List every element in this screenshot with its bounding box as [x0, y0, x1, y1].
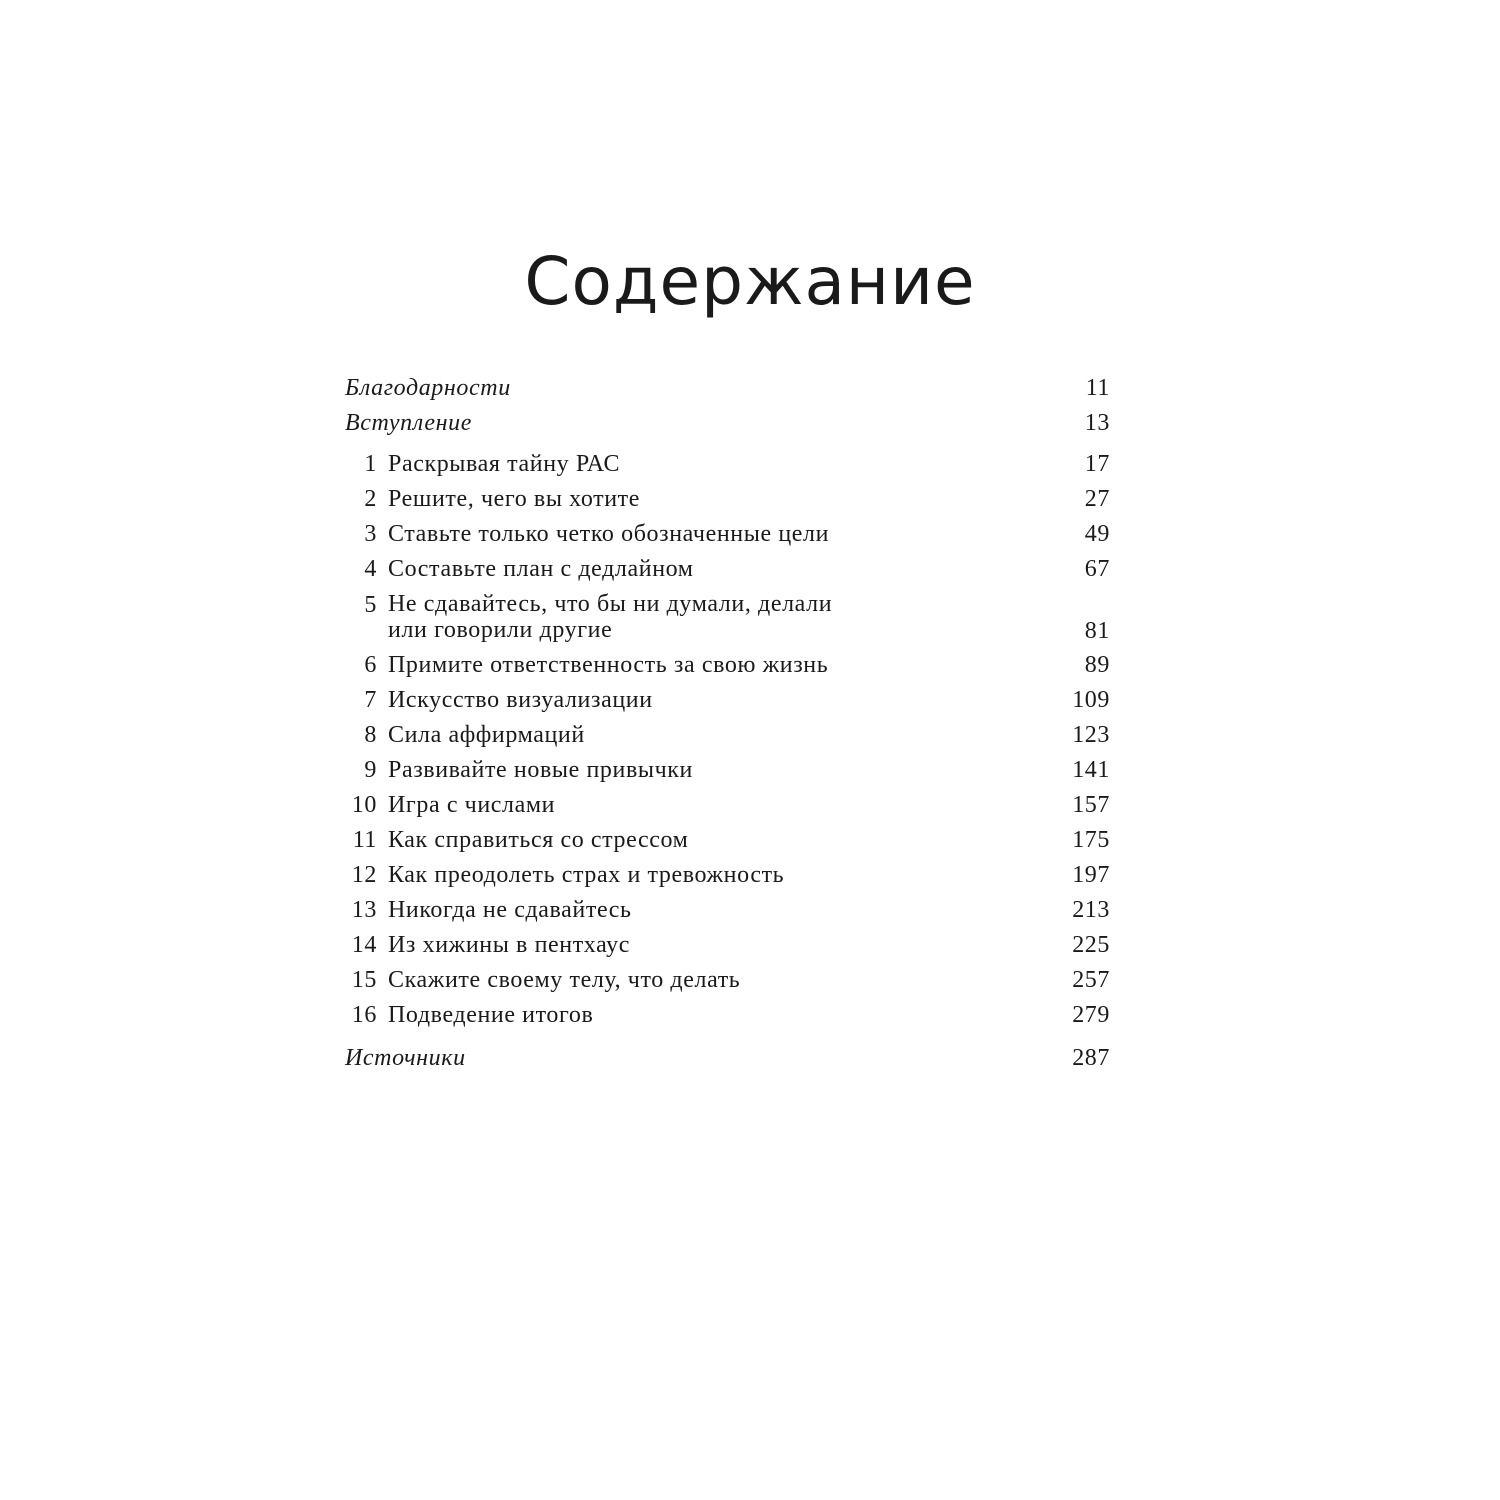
toc-chapter-title: Подведение итогов	[388, 1002, 594, 1028]
toc-chapter-number: 3	[364, 521, 377, 547]
toc-chapter-title: Скажите своему телу, что делать	[388, 967, 741, 993]
toc-chapter-title: Решите, чего вы хотите	[388, 486, 641, 512]
toc-chapter-title: Примите ответственность за свою жизнь	[388, 652, 829, 678]
toc-chapter-page: 279	[1072, 1002, 1110, 1028]
toc-chapter-page: 109	[1072, 687, 1110, 713]
toc-chapter-title: Как справиться со стрессом	[388, 827, 689, 853]
toc-chapter-title: Раскрывая тайну РАС	[388, 451, 621, 477]
toc-entry-title: Источники	[345, 1045, 466, 1071]
page-title: Содержание	[524, 243, 976, 320]
toc-chapter-number: 11	[352, 827, 377, 853]
toc-chapter-number: 12	[351, 862, 377, 888]
toc-chapter-title: Никогда не сдавайтесь	[388, 897, 632, 923]
toc-chapter-number: 4	[364, 556, 377, 582]
toc-chapter-page: 49	[1084, 521, 1110, 547]
toc-chapter-page: 225	[1072, 932, 1110, 958]
toc-chapter-number: 10	[351, 792, 377, 818]
toc-chapter-page: 157	[1072, 792, 1110, 818]
toc-chapter-page: 141	[1072, 757, 1110, 783]
toc-entry-page: 287	[1072, 1045, 1110, 1071]
toc-chapter-title: Как преодолеть страх и тревожность	[388, 862, 785, 888]
toc-entry-page: 11	[1085, 375, 1110, 401]
toc-chapter-number: 1	[364, 451, 377, 477]
toc-chapter-page: 197	[1072, 862, 1110, 888]
toc-entry-page: 13	[1084, 410, 1110, 436]
toc-chapter-number: 2	[364, 486, 377, 512]
toc-chapter-page: 27	[1084, 486, 1110, 512]
toc-chapter-page: 123	[1072, 722, 1110, 748]
toc-chapter-title	[388, 591, 832, 643]
toc-chapter-title: Игра с числами	[388, 792, 556, 818]
toc-chapter-page: 257	[1072, 967, 1110, 993]
toc-chapter-page: 81	[1084, 618, 1110, 644]
toc-chapter-title: Ставьте только четко обозначенные цели	[388, 521, 830, 547]
table-of-contents	[345, 0, 1110, 1500]
toc-chapter-number: 6	[364, 652, 377, 678]
toc-chapter-number: 9	[364, 757, 377, 783]
toc-chapter-title-line-1: Не сдавайтесь, что бы ни думали, делали	[388, 591, 833, 617]
toc-entry-title: Благодарности	[345, 375, 511, 401]
toc-chapter-title: Сила аффирмаций	[388, 722, 585, 748]
toc-chapter-number: 14	[351, 932, 377, 958]
toc-chapter-number: 5	[364, 592, 377, 618]
toc-chapter-title: Составьте план с дедлайном	[388, 556, 694, 582]
toc-chapter-page: 175	[1072, 827, 1110, 853]
toc-chapter-number: 7	[364, 687, 377, 713]
toc-chapter-number: 16	[351, 1002, 377, 1028]
toc-chapter-title: Из хижины в пентхаус	[388, 932, 630, 958]
toc-chapter-page: 213	[1072, 897, 1110, 923]
toc-chapter-page: 67	[1084, 556, 1110, 582]
toc-chapter-number: 13	[351, 897, 377, 923]
toc-chapter-number: 8	[364, 722, 377, 748]
toc-chapter-title: Искусство визуализации	[388, 687, 653, 713]
toc-entry-title: Вступление	[345, 410, 472, 436]
toc-chapter-title-line-2: или говорили другие	[388, 617, 613, 643]
toc-chapter-page: 89	[1084, 652, 1110, 678]
toc-chapter-number: 15	[351, 967, 377, 993]
toc-chapter-page: 17	[1084, 451, 1110, 477]
toc-chapter-title: Развивайте новые привычки	[388, 757, 693, 783]
